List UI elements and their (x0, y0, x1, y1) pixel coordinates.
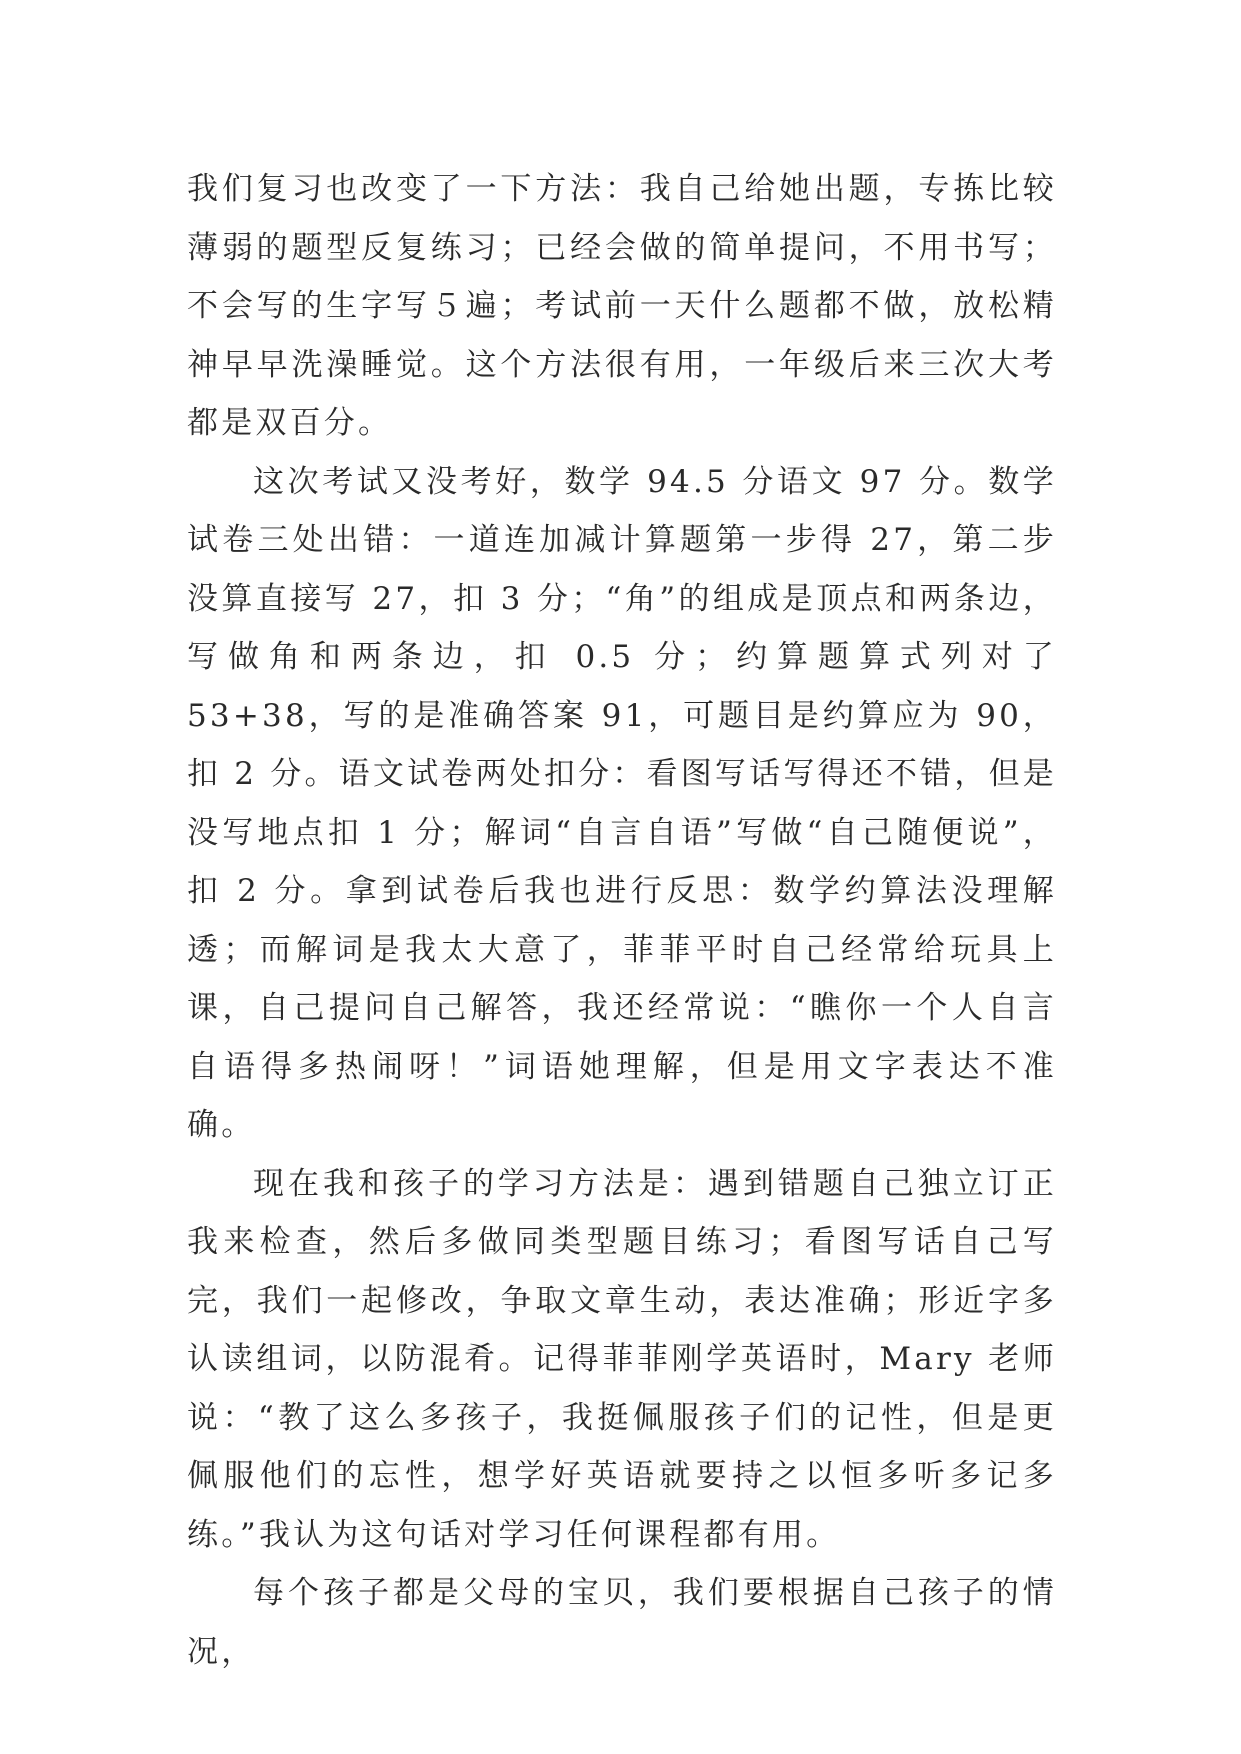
paragraph-2: 这次考试又没考好，数学 94.5 分语文 97 分。数学试卷三处出错：一道连加减计算题第一步得 27，第二步没算直接写 27，扣 3 分；“角”的组成是顶点和两条边，写做角和两条边，扣 0.5 分；约算题算式列对了 53+38，写的是准确答案 91，可题目是约算应为 90，扣 2 分。语文试卷两处扣分：看图写话写得还不错，但是没写地点扣 1 分；解词“自言自语”写做“自己随便说”，扣 2 分。拿到试卷后我也进行反思：数学约算法没理解透；而解词是我太大意了，菲菲平时自己经常给玩具上课，自己提问自己解答，我还经常说：“瞧你一个人自言自语得多热闹呀！”词语她理解，但是用文字表达不准确。 (187, 463, 1057, 1143)
paragraph-1: 我们复习也改变了一下方法：我自己给她出题，专拣比较薄弱的题型反复练习；已经会做的简单提问，不用书写；不会写的生字写５遍；考试前一天什么题都不做，放松精神早早洗澡睡觉。这个方法很有用，一年级后来三次大考都是双百分。 (187, 171, 1057, 441)
paragraph-4: 每个孩子都是父母的宝贝，我们要根据自己孩子的情况， (187, 1575, 1057, 1670)
document-body (187, 160, 1057, 1681)
paragraph-3: 现在我和孩子的学习方法是：遇到错题自己独立订正我来检查，然后多做同类型题目练习；看图写话自己写完，我们一起修改，争取文章生动，表达准确；形近字多认读组词，以防混肴。记得菲菲刚学英语时，Mary 老师说：“教了这么多孩子，我挺佩服孩子们的记性，但是更佩服他们的忘性，想学好英语就要持之以恒多听多记多练。”我认为这句话对学习任何课程都有用。 (187, 1165, 1057, 1553)
